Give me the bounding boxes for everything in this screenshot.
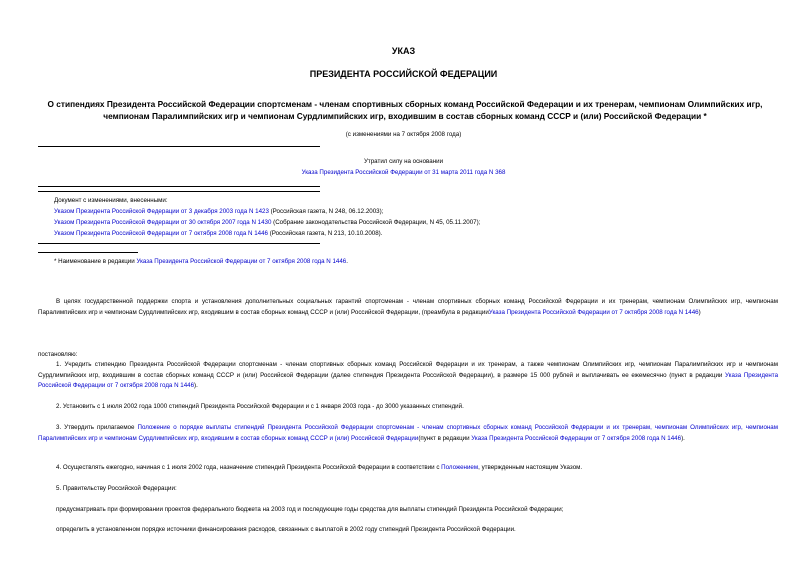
paragraph-2: 2. Установить с 1 июля 2002 года 1000 стипендий Президента Российской Федерации и с 1 января 2003 года - до 3000 указанных стипендий. bbox=[56, 403, 464, 410]
paragraph-4 bbox=[38, 463, 778, 474]
paragraph-3-mid: (пункт в редакции bbox=[418, 434, 472, 442]
paragraph-4-end: , утвержденным настоящим Указом. bbox=[478, 464, 583, 471]
amendments-intro: Документ с изменениями, внесенными: bbox=[54, 197, 168, 204]
divider bbox=[38, 146, 320, 147]
paragraph-1-text: 1. Учредить стипендию Президента Российской Федерации спортсменам - членам спортивных сборных команд Российской Федерации и их тренерам, а также чемпионам Олимпийских игр, чемпионам Паралимпийских игр и чемпионам Сурдлимпийских игр, входившим в состав сборных команд СССР и (или) Российской Федерации (далее стипендия Президента Российской Федерации), в размере 15 000 рублей и выплачивать ее ежемесячно (пункт в редакции bbox=[38, 361, 778, 379]
paragraph-1-link[interactable]: Указа Президента Российской Федерации от 7 октября 2008 года N 1446 bbox=[38, 371, 779, 389]
footnote-link[interactable]: Указа Президента Российской Федерации от 7 октября 2008 года N 1446 bbox=[136, 258, 347, 265]
document-title: О стипендиях Президента Российской Федерации спортсменам - членам спортивных сборных команд Российской Федерации и их тренерам, чемпионам Олимпийских игр, чемпионам Паралимпийских игр и чемпионам Сурдлимпийских игр, входившим в состав сборных команд СССР и (или) Российской Федерации * bbox=[47, 99, 763, 121]
amendment-source: (Собрание законодательства Российской Федерации, N 45, 05.11.2007); bbox=[271, 219, 481, 226]
paragraph-4-text: 4. Осуществлять ежегодно, начиная с 1 июля 2002 года, назначение стипендий Президента Российской Федерации в соответствии с bbox=[56, 464, 442, 471]
preamble-link[interactable]: Указа Президента Российской Федерации от 7 октября 2008 года N 1446 bbox=[488, 308, 699, 316]
amendment-item bbox=[54, 217, 480, 228]
paragraph-3-end: ). bbox=[681, 434, 685, 442]
paragraph-5b: определить в установленном порядке источники финансирования расходов, связанных с выплатой в 2002 году стипендий Президента Российской Федерации. bbox=[56, 526, 516, 533]
regulation-link[interactable]: Положение о порядке выплаты стипендий Президента Российской Федерации спортсменам - членам спортивных сборных команд Российской Федерации и их тренерам, чемпионам Олимпийских игр, чемпионам Паралимпийских игр и чемпионам Сурдлимпийских игр, входившим в состав сборных команд СССР и (или) Российской Федерации bbox=[38, 424, 778, 442]
footnote bbox=[54, 256, 348, 267]
paragraph-5: 5. Правительству Российской Федерации: bbox=[56, 485, 177, 492]
amendment-link[interactable]: Указом Президента Российской Федерации от 7 октября 2008 года N 1446 bbox=[54, 230, 268, 237]
status-link-wrap bbox=[0, 169, 807, 176]
paragraph-5a: предусматривать при формировании проектов федерального бюджета на 2003 год и последующие годы средства для выплаты стипендий Президента Российской Федерации; bbox=[56, 506, 564, 513]
divider bbox=[38, 191, 320, 192]
preamble-end: ) bbox=[698, 308, 701, 316]
decree-word: постановляю: bbox=[38, 351, 78, 358]
preamble-paragraph bbox=[38, 297, 778, 318]
paragraph-1 bbox=[38, 360, 778, 392]
paragraph-3 bbox=[38, 423, 778, 444]
document-type-heading: УКАЗ bbox=[391, 46, 416, 56]
paragraph-3-amend-link[interactable]: Указа Президента Российской Федерации от 7 октября 2008 года N 1446 bbox=[471, 434, 682, 442]
preamble-text: В целях государственной поддержки спорта и установления дополнительных социальных гарантий спортсменам - членам спортивных сборных команд Российской Федерации и их тренерам, чемпионам Олимпийских игр, чемпионам Паралимпийских игр и чемпионам Сурдлимпийских игр, входившим в состав сборных команд СССР и (или) Российской Федерации, (преамбула в редакции bbox=[38, 298, 778, 316]
amendment-item bbox=[54, 206, 383, 217]
divider bbox=[38, 186, 320, 187]
amendment-source: (Российская газета, N 248, 06.12.2003); bbox=[268, 208, 384, 215]
amendment-link[interactable]: Указом Президента Российской Федерации от 3 декабря 2003 года N 1423 bbox=[54, 208, 269, 215]
paragraph-3-text: 3. Утвердить прилагаемое bbox=[56, 424, 138, 431]
amendment-source: (Российская газета, N 213, 10.10.2008). bbox=[267, 230, 383, 237]
footnote-end: . bbox=[346, 258, 348, 265]
paragraph-1-end: ). bbox=[194, 382, 198, 389]
repeal-decree-link[interactable]: Указа Президента Российской Федерации от 31 марта 2011 года N 368 bbox=[301, 169, 506, 176]
amendment-link[interactable]: Указом Президента Российской Федерации от 30 октября 2007 года N 1430 bbox=[54, 219, 272, 226]
footnote-text: * Наименование в редакции bbox=[54, 258, 137, 265]
issuer-heading: ПРЕЗИДЕНТА РОССИЙСКОЙ ФЕДЕРАЦИИ bbox=[309, 69, 498, 79]
regulation-short-link[interactable]: Положением bbox=[441, 464, 479, 471]
amendment-item bbox=[54, 228, 382, 239]
divider bbox=[38, 243, 320, 244]
status-text: Утратил силу на основании bbox=[363, 158, 444, 165]
edition-note: (с изменениями на 7 октября 2008 года) bbox=[345, 131, 462, 138]
footnote-divider bbox=[38, 252, 138, 253]
